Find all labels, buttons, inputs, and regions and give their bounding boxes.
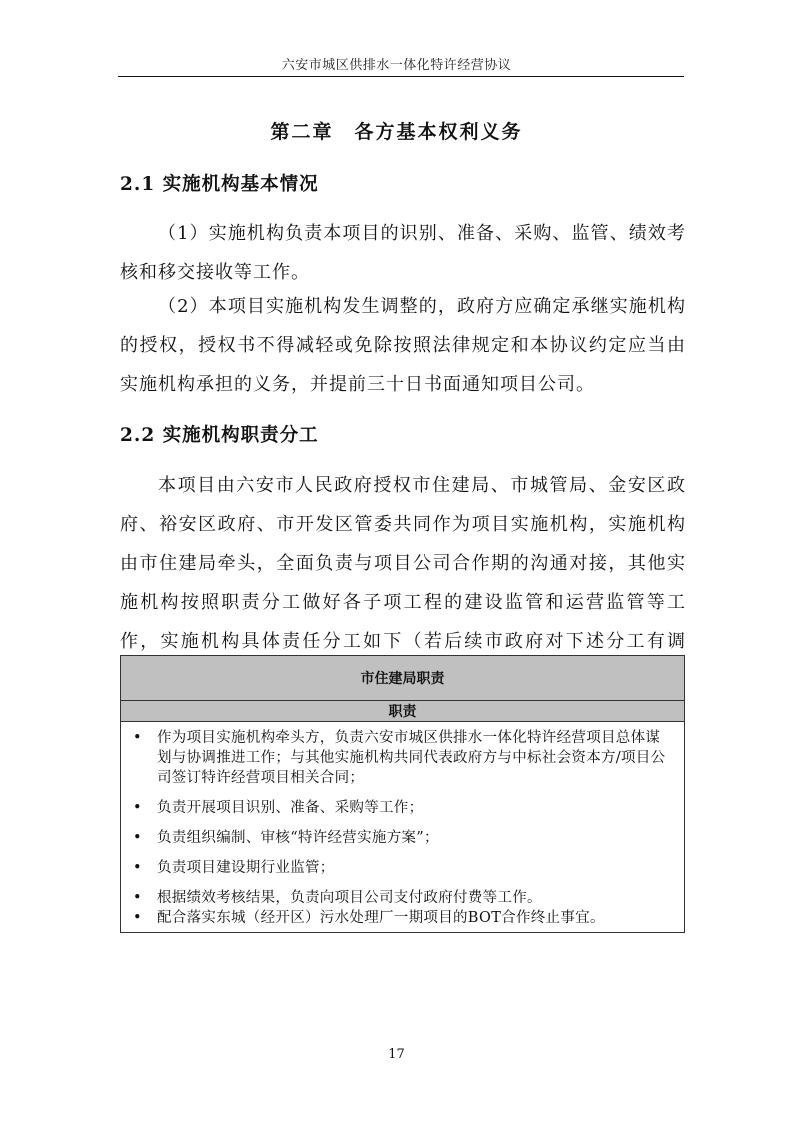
section-heading-2-1: 2.1 实施机构基本情况 xyxy=(120,174,319,195)
section-heading-2-2: 2.2 实施机构职责分工 xyxy=(120,425,319,446)
duties-table xyxy=(120,655,685,933)
bullet: • xyxy=(133,890,142,906)
header-rule xyxy=(118,76,684,77)
list-item-text: 负责组织编制、审核“特许经营实施方案”； xyxy=(157,830,439,846)
bullet: • xyxy=(133,860,142,876)
paragraph-2-1-2: （2）本项目实施机构发生调整的，政府方应确定承继实施机构的授权，授权书不得减轻或免除按照法律规定和本协议约定应当由实施机构承担的义务，并提前三十日书面通知项目公司。 xyxy=(120,296,686,395)
table-title: 市住建局职责 xyxy=(121,656,684,701)
list-item xyxy=(133,728,670,788)
list-item xyxy=(133,908,670,928)
bullet: • xyxy=(133,910,142,926)
paragraph-2-2-1: 本项目由六安市人民政府授权市住建局、市城管局、金安区政府、裕安区政府、市开发区管委共同作为项目实施机构，实施机构由市住建局牵头，全面负责与项目公司合作期的沟通对接，其他实施机构按照职责分工做好各子项工程的建设监管和运营监管等工作，实施机构具体责任分工如下（若后续市政府对下述分工有调 xyxy=(120,475,686,652)
list-item xyxy=(133,798,670,818)
list-item xyxy=(133,828,670,848)
list-item xyxy=(133,888,670,908)
page-number: 17 xyxy=(388,1047,405,1062)
list-item-text: 负责项目建设期行业监管； xyxy=(157,860,335,876)
list-item-text: 配合落实东城（经开区）污水处理厂一期项目的BOT合作终止事宜。 xyxy=(157,910,605,926)
chapter-title: 第二章 各方基本权利义务 xyxy=(270,121,523,143)
bullet: • xyxy=(133,830,142,846)
paragraph-2-1-1: （1）实施机构负责本项目的识别、准备、采购、监管、绩效考核和移交接收等工作。 xyxy=(120,223,686,283)
list-item-text: 根据绩效考核结果，负责向项目公司支付政府付费等工作。 xyxy=(157,890,542,906)
list-item-text: 负责开展项目识别、准备、采购等工作； xyxy=(157,800,424,816)
bullet: • xyxy=(133,730,142,746)
table-subtitle: 职责 xyxy=(121,701,684,722)
table-body xyxy=(121,722,684,932)
bullet: • xyxy=(133,800,142,816)
list-item xyxy=(133,858,670,878)
running-header: 六安市城区供排水一体化特许经营协议 xyxy=(281,58,512,73)
list-item-text: 作为项目实施机构牵头方，负责六安市城区供排水一体化特许经营项目总体谋划与协调推进工作；与其他实施机构共同代表政府方与中标社会资本方/项目公司签订特许经营项目相关合同； xyxy=(157,730,666,786)
